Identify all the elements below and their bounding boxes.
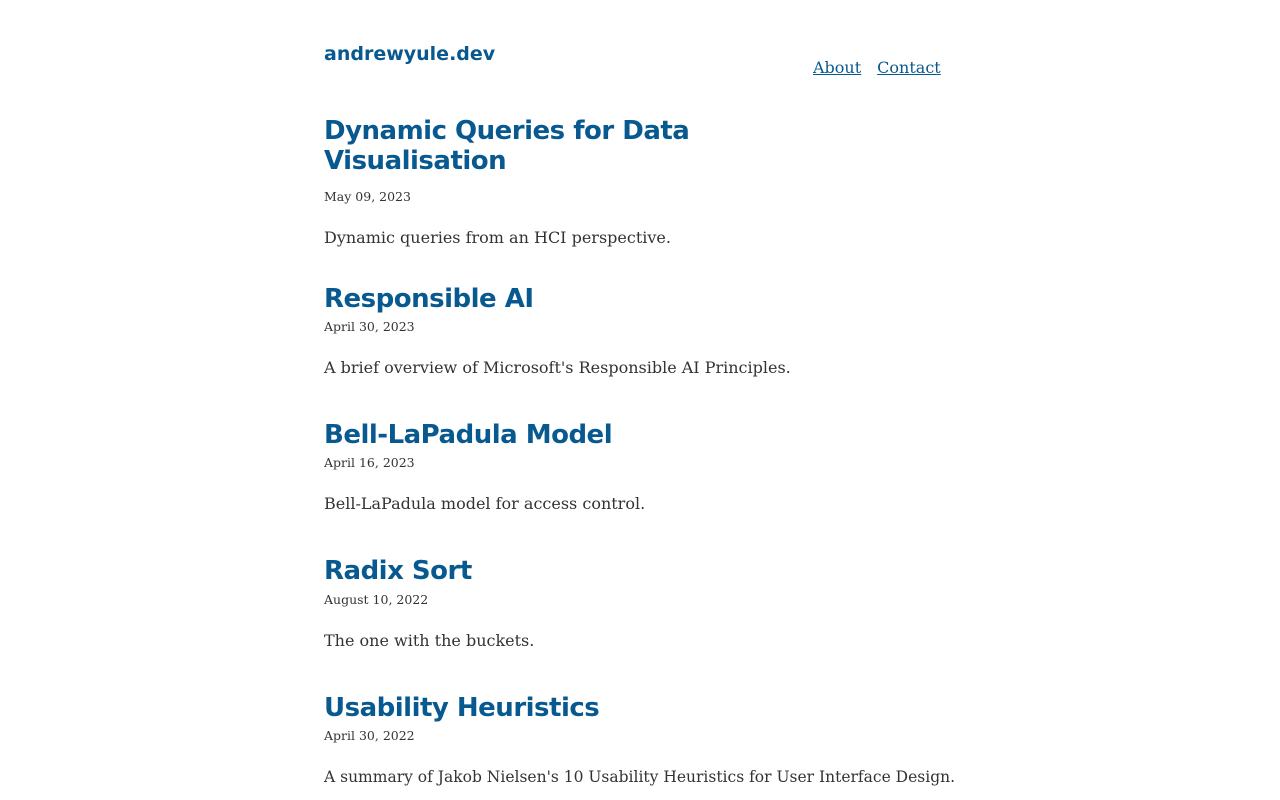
- post-item: [324, 284, 954, 380]
- post-title-link[interactable]: [324, 116, 689, 176]
- post-excerpt: A summary of Jakob Nielsen's 10 Usability Heuristics for User Interface Design.: [324, 768, 956, 786]
- post-title-link[interactable]: Responsible AI: [324, 284, 534, 314]
- site-title-link[interactable]: andrewyule.dev: [324, 43, 496, 65]
- post-title-link[interactable]: Bell-LaPadula Model: [324, 420, 613, 450]
- post-title: [324, 693, 954, 723]
- post-title: [324, 116, 954, 176]
- post-item: [324, 693, 954, 789]
- post-title: [324, 284, 954, 314]
- post-title-link[interactable]: Usability Heuristics: [324, 693, 600, 723]
- post-title-line: Dynamic Queries for Data: [324, 116, 690, 146]
- post-item: [324, 116, 954, 250]
- post-item: [324, 420, 954, 516]
- post-excerpt: Bell-LaPadula model for access control.: [324, 494, 646, 513]
- post-title-line: Visualisation: [324, 146, 507, 176]
- nav-link-about[interactable]: About: [813, 58, 862, 77]
- post-item: [324, 556, 954, 653]
- main-nav: [813, 56, 941, 80]
- nav-link-contact[interactable]: Contact: [877, 58, 941, 77]
- post-title: [324, 420, 954, 450]
- post-date: April 30, 2023: [324, 319, 415, 334]
- post-excerpt: A brief overview of Microsoft's Responsible AI Principles.: [324, 358, 791, 377]
- post-excerpt: The one with the buckets.: [324, 631, 535, 650]
- post-title: [324, 556, 954, 586]
- post-title-link[interactable]: Radix Sort: [324, 556, 472, 586]
- post-date: May 09, 2023: [324, 189, 411, 204]
- post-date: April 16, 2023: [324, 455, 415, 470]
- post-excerpt: Dynamic queries from an HCI perspective.: [324, 228, 671, 247]
- post-date: August 10, 2022: [324, 592, 429, 607]
- post-date: April 30, 2022: [324, 728, 415, 743]
